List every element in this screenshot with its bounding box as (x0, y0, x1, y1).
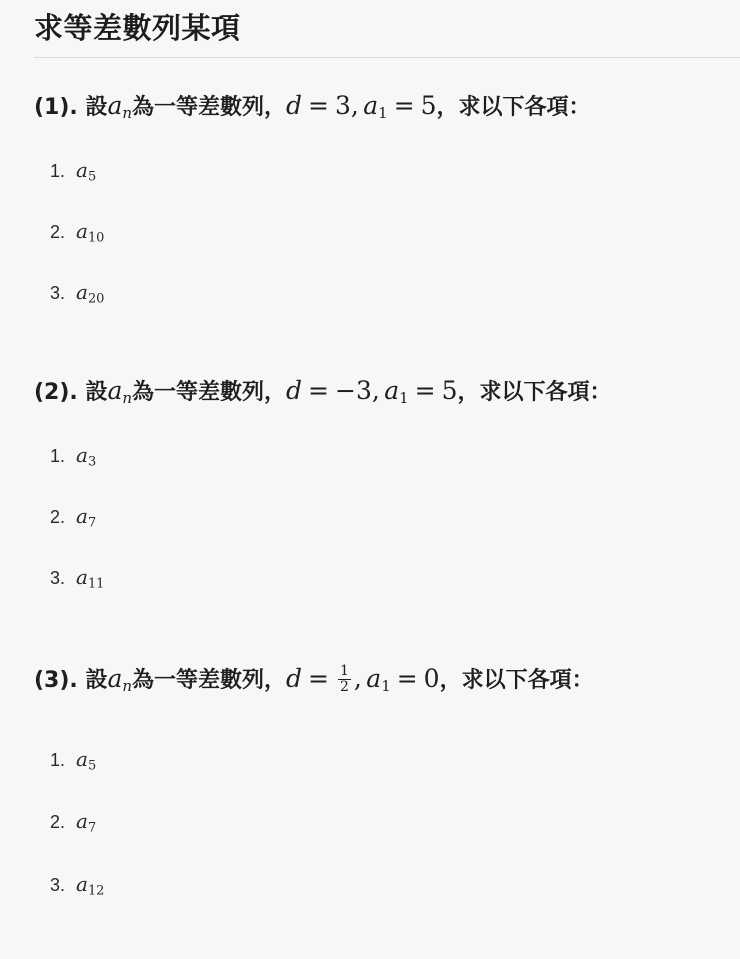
problem-2-equals: = (308, 376, 329, 405)
problem-1-seq-var: a (107, 91, 123, 120)
problem-2-a1-var: a (384, 376, 400, 405)
list-item (50, 801, 96, 841)
list-item-var: a (76, 219, 88, 243)
list-item (50, 150, 96, 190)
list-item-number: 1. (50, 446, 66, 466)
list-item-sub: 10 (87, 230, 105, 246)
list-item-number: 3. (50, 568, 66, 588)
list-item-sub: 5 (87, 169, 97, 185)
problem-2-comma: , (371, 376, 380, 405)
list-item-var: a (76, 872, 88, 896)
problem-2-intro: 設 (85, 380, 108, 405)
list-item-number: 2. (50, 222, 66, 242)
problem-1-section (34, 84, 734, 374)
problem-3-d-numerator: 1 (340, 662, 349, 679)
problem-1-intro: 設 (85, 95, 108, 120)
list-item (50, 739, 96, 779)
problem-1-statement (34, 84, 591, 128)
problem-1-equals: = (308, 91, 329, 120)
problem-1-a1-value: 5 (420, 91, 437, 120)
list-item-sub: 7 (87, 515, 97, 531)
list-item-number: 2. (50, 507, 66, 527)
problem-1-tail: ，求以下各項： (436, 95, 591, 120)
problem-1-a1-sub: 1 (378, 104, 388, 123)
list-item (50, 272, 104, 312)
problem-1-a1-var: a (363, 91, 379, 120)
problem-1-seq-sub: n (122, 104, 133, 123)
list-item-var: a (76, 565, 88, 589)
problem-2-label: (2). (34, 380, 78, 405)
problem-3-intro-tail: 為一等差數列， (132, 668, 287, 693)
list-item-number: 1. (50, 750, 66, 770)
problem-2-seq-sub: n (122, 389, 133, 408)
problem-3-tail: ，求以下各項： (439, 668, 594, 693)
list-item (50, 211, 104, 251)
problem-3-a1-var: a (366, 664, 382, 693)
list-item-sub: 7 (87, 820, 97, 836)
problem-1-d-value: 3 (335, 91, 351, 120)
problem-2-a1-value: 5 (441, 376, 458, 405)
list-item-var: a (76, 747, 88, 771)
list-item-var: a (76, 280, 88, 304)
list-item-number: 3. (50, 283, 66, 303)
list-item-number: 1. (50, 161, 66, 181)
problem-2-intro-tail: 為一等差數列， (132, 380, 287, 405)
list-item-var: a (76, 443, 88, 467)
list-item-sub: 12 (87, 883, 105, 899)
list-item (50, 496, 96, 536)
list-item-var: a (76, 504, 88, 528)
problem-2-statement (34, 369, 612, 413)
list-item (50, 557, 104, 597)
problem-3-statement (34, 657, 594, 701)
problem-2-d-value: −3 (335, 376, 372, 405)
problem-3-intro: 設 (85, 668, 108, 693)
list-item-number: 2. (50, 812, 66, 832)
problem-3-seq-var: a (107, 664, 123, 693)
problem-2-a1-sub: 1 (399, 389, 409, 408)
problem-3-item-list (50, 739, 650, 959)
list-item-sub: 5 (87, 758, 97, 774)
problem-3-seq-sub: n (122, 677, 133, 696)
problem-3-label: (3). (34, 668, 78, 693)
problem-2-a1-equals: = (414, 376, 436, 405)
list-item (50, 435, 96, 475)
problem-3-d-fraction (338, 664, 351, 695)
problem-3-equals: = (308, 664, 329, 693)
problem-1-item-list (50, 150, 650, 370)
title-divider (34, 57, 740, 58)
problem-1-comma: , (350, 91, 359, 120)
problem-3-d-symbol: d (286, 664, 303, 693)
list-item-sub: 3 (87, 454, 97, 470)
problem-3-a1-sub: 1 (381, 677, 391, 696)
problem-1-label: (1). (34, 95, 78, 120)
problem-3-d-denominator: 2 (340, 678, 349, 695)
list-item-number: 3. (50, 875, 66, 895)
problem-3-a1-equals: = (396, 664, 418, 693)
problem-3-section (34, 657, 734, 947)
problem-3-a1-value: 0 (423, 664, 440, 693)
problem-3-comma: , (353, 664, 362, 693)
list-item-var: a (76, 809, 88, 833)
problem-2-seq-var: a (107, 376, 123, 405)
list-item-sub: 20 (87, 291, 105, 307)
list-item-sub: 11 (87, 576, 105, 592)
page-title: 求等差數列某項 (34, 11, 241, 45)
list-item (50, 864, 104, 904)
list-item-var: a (76, 158, 88, 182)
problem-2-item-list (50, 435, 650, 655)
problem-2-tail: ，求以下各項： (457, 380, 612, 405)
problem-1-intro-tail: 為一等差數列， (132, 95, 287, 120)
problem-1-a1-equals: = (393, 91, 415, 120)
problem-2-section (34, 369, 734, 659)
problem-1-d-symbol: d (286, 91, 303, 120)
problem-2-d-symbol: d (286, 376, 303, 405)
